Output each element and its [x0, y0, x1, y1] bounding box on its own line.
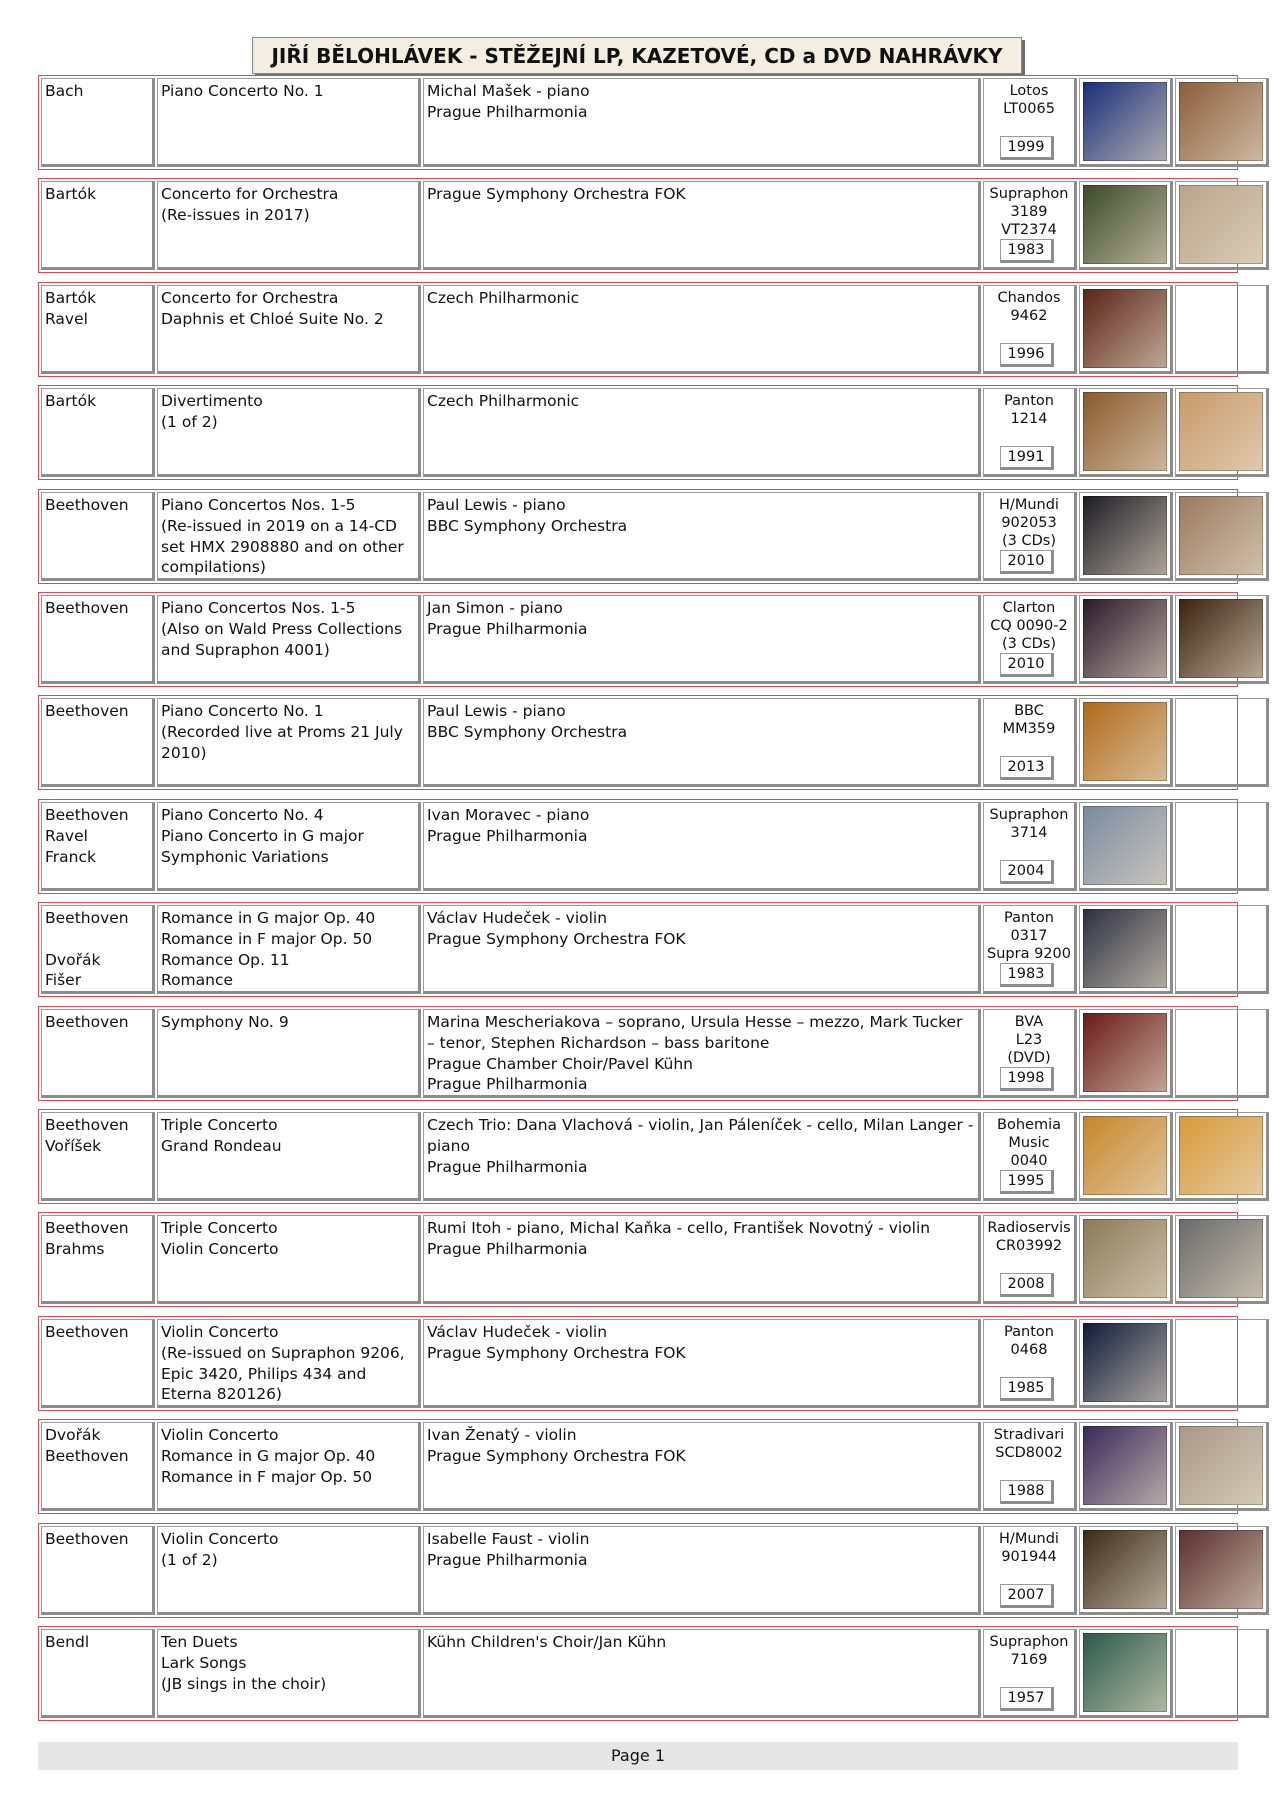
label-catalog-text: Bohemia Music 0040	[997, 1117, 1061, 1169]
page-title: JIŘÍ BĚLOHLÁVEK - STĚŽEJNÍ LP, KAZETOVÉ, CD a DVD NAHRÁVKY	[252, 37, 1022, 74]
back-cover-image	[1175, 1215, 1269, 1304]
performers-cell: Isabelle Faust - violin Prague Philharmonia	[423, 1526, 981, 1615]
label-catalog-text: Panton 0468	[1004, 1324, 1054, 1358]
front-cover-image	[1079, 1215, 1173, 1304]
back-cover-image	[1175, 1422, 1269, 1511]
album-cover-art	[1083, 1323, 1167, 1402]
album-cover-art	[1179, 392, 1263, 471]
performers-cell: Czech Trio: Dana Vlachová - violin, Jan Páleníček - cello, Milan Langer - piano Prague Philharmonia	[423, 1112, 981, 1201]
back-cover-image	[1175, 388, 1269, 477]
album-cover-art	[1083, 702, 1167, 781]
label-cell	[983, 1112, 1077, 1201]
performers-cell: Paul Lewis - piano BBC Symphony Orchestra	[423, 492, 981, 581]
back-cover-image	[1175, 595, 1269, 684]
recording-row	[38, 178, 1238, 273]
album-cover-art	[1179, 599, 1263, 678]
composer-cell: Bartók Ravel	[41, 285, 155, 374]
composer-cell: Beethoven Brahms	[41, 1215, 155, 1304]
front-cover-image	[1079, 698, 1173, 787]
year-box: 1991	[1000, 446, 1054, 470]
album-cover-art	[1179, 1219, 1263, 1298]
composer-cell: Beethoven Voříšek	[41, 1112, 155, 1201]
recording-row	[38, 75, 1238, 170]
front-cover-image	[1079, 802, 1173, 891]
performers-cell: Prague Symphony Orchestra FOK	[423, 181, 981, 270]
front-cover-image	[1079, 1009, 1173, 1098]
album-cover-art	[1179, 82, 1263, 161]
label-cell	[983, 1526, 1077, 1615]
recording-row	[38, 1419, 1238, 1514]
recording-row	[38, 592, 1238, 687]
year-box: 2008	[1000, 1273, 1054, 1297]
back-cover-image	[1175, 492, 1269, 581]
front-cover-image	[1079, 1526, 1173, 1615]
label-catalog-text: Clarton CQ 0090-2 (3 CDs)	[990, 600, 1068, 652]
front-cover-image	[1079, 285, 1173, 374]
composer-cell: Bach	[41, 78, 155, 167]
label-catalog-text: Chandos 9462	[997, 290, 1061, 324]
composer-cell: Bartók	[41, 181, 155, 270]
label-catalog-text: Radioservis CR03992	[987, 1220, 1071, 1254]
album-cover-art	[1179, 1116, 1263, 1195]
label-cell	[983, 905, 1077, 994]
album-cover-art	[1083, 1219, 1167, 1298]
work-cell: Violin Concerto Romance in G major Op. 40 Romance in F major Op. 50	[157, 1422, 421, 1511]
album-cover-art	[1083, 185, 1167, 264]
work-cell: Symphony No. 9	[157, 1009, 421, 1098]
front-cover-image	[1079, 492, 1173, 581]
label-catalog-text: H/Mundi 901944	[999, 1531, 1059, 1565]
recording-row	[38, 799, 1238, 894]
recording-row	[38, 1626, 1238, 1721]
album-cover-art	[1179, 1530, 1263, 1609]
front-cover-image	[1079, 1629, 1173, 1718]
label-cell	[983, 595, 1077, 684]
front-cover-image	[1079, 388, 1173, 477]
album-cover-art	[1083, 599, 1167, 678]
year-box: 2013	[1000, 756, 1054, 780]
composer-cell: Beethoven	[41, 698, 155, 787]
work-cell: Triple Concerto Grand Rondeau	[157, 1112, 421, 1201]
label-catalog-text: Supraphon 7169	[989, 1634, 1069, 1668]
composer-cell: Beethoven	[41, 492, 155, 581]
back-cover-image	[1175, 1112, 1269, 1201]
work-cell: Romance in G major Op. 40 Romance in F major Op. 50 Romance Op. 11 Romance	[157, 905, 421, 994]
composer-cell: Beethoven Ravel Franck	[41, 802, 155, 891]
front-cover-image	[1079, 1112, 1173, 1201]
front-cover-image	[1079, 1422, 1173, 1511]
album-cover-art	[1083, 82, 1167, 161]
label-catalog-text: BVA L23 (DVD)	[1007, 1014, 1051, 1066]
front-cover-image	[1079, 1319, 1173, 1408]
album-cover-art	[1083, 289, 1167, 368]
back-cover-image	[1175, 698, 1269, 787]
back-cover-image	[1175, 1629, 1269, 1718]
performers-cell: Ivan Moravec - piano Prague Philharmonia	[423, 802, 981, 891]
recording-row	[38, 902, 1238, 997]
performers-cell: Ivan Ženatý - violin Prague Symphony Orchestra FOK	[423, 1422, 981, 1511]
back-cover-image	[1175, 1319, 1269, 1408]
label-catalog-text: Supraphon 3714	[989, 807, 1069, 841]
album-cover-art	[1083, 392, 1167, 471]
label-cell	[983, 1319, 1077, 1408]
composer-cell: Bendl	[41, 1629, 155, 1718]
year-box: 1957	[1000, 1687, 1054, 1711]
year-box: 1995	[1000, 1170, 1054, 1194]
work-cell: Piano Concerto No. 4 Piano Concerto in G major Symphonic Variations	[157, 802, 421, 891]
album-cover-art	[1083, 909, 1167, 988]
label-cell	[983, 285, 1077, 374]
label-catalog-text: Lotos LT0065	[1003, 83, 1055, 117]
composer-cell: Dvořák Beethoven	[41, 1422, 155, 1511]
work-cell: Ten Duets Lark Songs (JB sings in the choir)	[157, 1629, 421, 1718]
label-catalog-text: Supraphon 3189 VT2374	[989, 186, 1069, 238]
album-cover-art	[1083, 1426, 1167, 1505]
recording-row	[38, 1109, 1238, 1204]
work-cell: Violin Concerto (1 of 2)	[157, 1526, 421, 1615]
label-cell	[983, 181, 1077, 270]
album-cover-art	[1179, 1426, 1263, 1505]
year-box: 2007	[1000, 1584, 1054, 1608]
page-footer: Page 1	[38, 1742, 1238, 1770]
label-cell	[983, 388, 1077, 477]
album-cover-art	[1083, 806, 1167, 885]
recording-row	[38, 385, 1238, 480]
composer-cell: Beethoven	[41, 1526, 155, 1615]
back-cover-image	[1175, 802, 1269, 891]
work-cell: Piano Concerto No. 1	[157, 78, 421, 167]
recording-row	[38, 695, 1238, 790]
album-cover-art	[1083, 1116, 1167, 1195]
back-cover-image	[1175, 181, 1269, 270]
performers-cell: Kühn Children's Choir/Jan Kühn	[423, 1629, 981, 1718]
label-cell	[983, 1629, 1077, 1718]
recording-row	[38, 489, 1238, 584]
album-cover-art	[1083, 1633, 1167, 1712]
composer-cell: Beethoven	[41, 1319, 155, 1408]
year-box: 2010	[1000, 550, 1054, 574]
label-cell	[983, 698, 1077, 787]
label-catalog-text: Panton 1214	[1004, 393, 1054, 427]
recording-row	[38, 1006, 1238, 1101]
recording-row	[38, 1523, 1238, 1618]
front-cover-image	[1079, 595, 1173, 684]
back-cover-image	[1175, 905, 1269, 994]
composer-cell: Bartók	[41, 388, 155, 477]
work-cell: Concerto for Orchestra (Re-issues in 2017)	[157, 181, 421, 270]
label-catalog-text: BBC MM359	[1002, 703, 1056, 737]
label-catalog-text: Panton 0317 Supra 9200	[987, 910, 1071, 962]
composer-cell: Beethoven	[41, 595, 155, 684]
work-cell: Piano Concerto No. 1 (Recorded live at Proms 21 July 2010)	[157, 698, 421, 787]
album-cover-art	[1083, 496, 1167, 575]
label-cell	[983, 492, 1077, 581]
label-cell	[983, 1215, 1077, 1304]
recording-row	[38, 1212, 1238, 1307]
composer-cell: Beethoven	[41, 1009, 155, 1098]
year-box: 2004	[1000, 860, 1054, 884]
performers-cell: Czech Philharmonic	[423, 285, 981, 374]
work-cell: Piano Concertos Nos. 1-5 (Re-issued in 2019 on a 14-CD set HMX 2908880 and on other compilations)	[157, 492, 421, 581]
work-cell: Piano Concertos Nos. 1-5 (Also on Wald Press Collections and Supraphon 4001)	[157, 595, 421, 684]
year-box: 1983	[1000, 239, 1054, 263]
performers-cell: Václav Hudeček - violin Prague Symphony Orchestra FOK	[423, 1319, 981, 1408]
year-box: 1998	[1000, 1067, 1054, 1091]
back-cover-image	[1175, 78, 1269, 167]
front-cover-image	[1079, 181, 1173, 270]
work-cell: Triple Concerto Violin Concerto	[157, 1215, 421, 1304]
work-cell: Concerto for Orchestra Daphnis et Chloé Suite No. 2	[157, 285, 421, 374]
work-cell: Divertimento (1 of 2)	[157, 388, 421, 477]
album-cover-art	[1083, 1013, 1167, 1092]
year-box: 1996	[1000, 343, 1054, 367]
year-box: 1988	[1000, 1480, 1054, 1504]
label-catalog-text: H/Mundi 902053 (3 CDs)	[999, 497, 1059, 549]
recording-row	[38, 282, 1238, 377]
back-cover-image	[1175, 1009, 1269, 1098]
album-cover-art	[1179, 496, 1263, 575]
performers-cell: Michal Mašek - piano Prague Philharmonia	[423, 78, 981, 167]
performers-cell: Jan Simon - piano Prague Philharmonia	[423, 595, 981, 684]
performers-cell: Czech Philharmonic	[423, 388, 981, 477]
front-cover-image	[1079, 905, 1173, 994]
label-catalog-text: Stradivari SCD8002	[993, 1427, 1065, 1461]
performers-cell: Paul Lewis - piano BBC Symphony Orchestra	[423, 698, 981, 787]
label-cell	[983, 1422, 1077, 1511]
label-cell	[983, 1009, 1077, 1098]
year-box: 1983	[1000, 963, 1054, 987]
performers-cell: Václav Hudeček - violin Prague Symphony Orchestra FOK	[423, 905, 981, 994]
back-cover-image	[1175, 285, 1269, 374]
label-cell	[983, 78, 1077, 167]
work-cell: Violin Concerto (Re-issued on Supraphon 9206, Epic 3420, Philips 434 and Eterna 820126)	[157, 1319, 421, 1408]
recording-row	[38, 1316, 1238, 1411]
year-box: 1999	[1000, 136, 1054, 160]
back-cover-image	[1175, 1526, 1269, 1615]
year-box: 1985	[1000, 1377, 1054, 1401]
label-cell	[983, 802, 1077, 891]
album-cover-art	[1083, 1530, 1167, 1609]
front-cover-image	[1079, 78, 1173, 167]
performers-cell: Marina Mescheriakova – soprano, Ursula Hesse – mezzo, Mark Tucker – tenor, Stephen Richardson – bass baritone Prague Chamber Choir/Pavel Kühn Prague Philharmonia	[423, 1009, 981, 1098]
year-box: 2010	[1000, 653, 1054, 677]
composer-cell: Beethoven Dvořák Fišer	[41, 905, 155, 994]
performers-cell: Rumi Itoh - piano, Michal Kaňka - cello, František Novotný - violin Prague Philharmonia	[423, 1215, 981, 1304]
album-cover-art	[1179, 185, 1263, 264]
